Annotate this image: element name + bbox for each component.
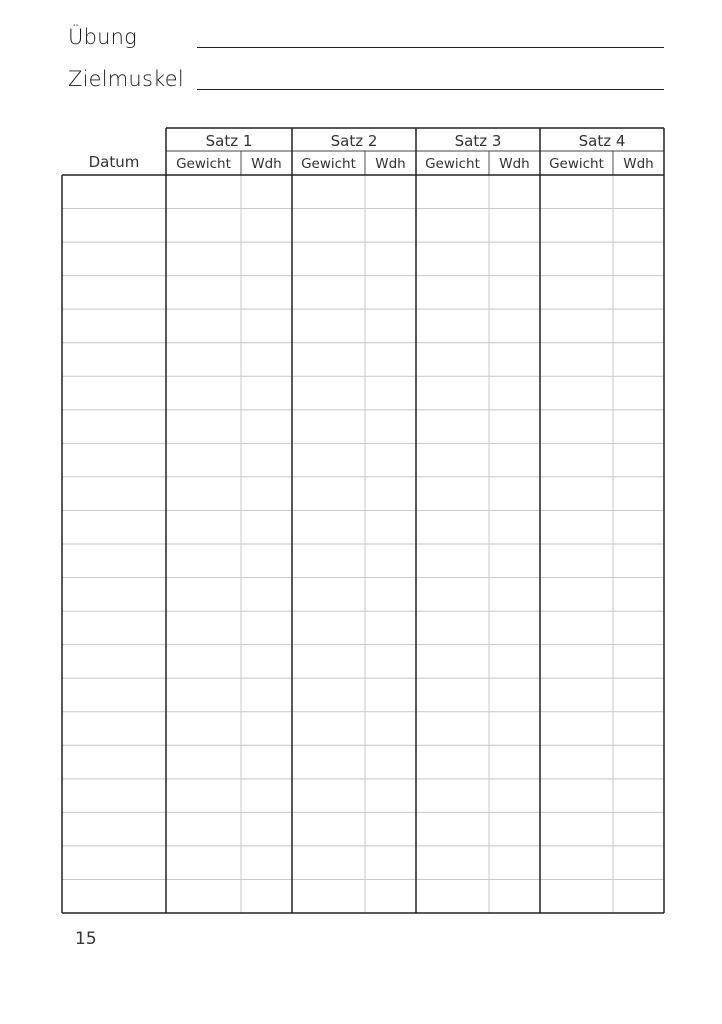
set-2-header: Satz 2	[330, 132, 378, 150]
set-3-reps-header: Wdh	[499, 156, 530, 172]
set-3-header: Satz 3	[454, 132, 502, 150]
set-2-weight-header: Gewicht	[301, 156, 356, 172]
set-1-weight-header: Gewicht	[176, 156, 231, 172]
page-number: 15	[75, 929, 97, 949]
target-muscle-label: Zielmuskel	[68, 67, 184, 91]
date-column-header: Datum	[88, 153, 140, 171]
set-1-reps-header: Wdh	[251, 156, 282, 172]
set-2-reps-header: Wdh	[375, 156, 406, 172]
set-3-weight-header: Gewicht	[425, 156, 480, 172]
set-4-header: Satz 4	[578, 132, 626, 150]
exercise-label: Übung	[68, 25, 137, 49]
set-1-header: Satz 1	[205, 132, 253, 150]
set-4-reps-header: Wdh	[623, 156, 654, 172]
set-4-weight-header: Gewicht	[549, 156, 604, 172]
